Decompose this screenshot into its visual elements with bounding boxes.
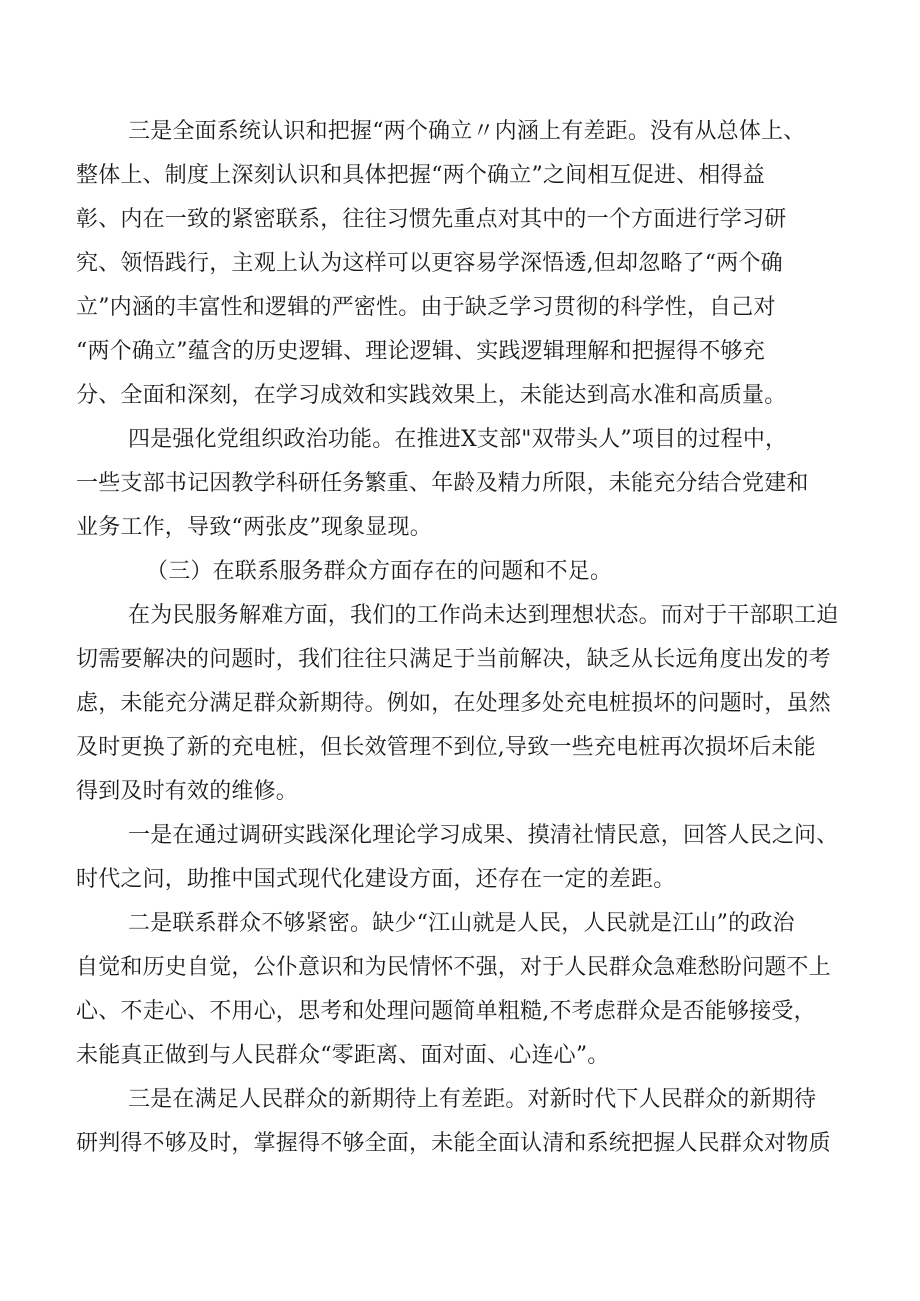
paragraph-service-difficulties: [76, 594, 860, 814]
text-line: 切需要解决的问题时，我们往往只满足于当前解决，缺乏从长远角度出发的考: [76, 647, 831, 672]
text-line: “两个确立”蕴含的历史逻辑、理论逻辑、实践逻辑理解和把握得不够充: [76, 339, 765, 364]
paragraph-new-expectations: [76, 1078, 860, 1166]
paragraph-two-establishments: [76, 110, 860, 418]
text-line: 未能真正做到与人民群众“零距离、面对面、心连心”。: [76, 1043, 610, 1068]
paragraph-research-practice: [76, 814, 860, 902]
text-line: 及时更换了新的充电桩，但长效管理不到位,导致一些充电桩再次损坏后未能: [76, 735, 816, 760]
text-line: 三是全面系统认识和把握“两个确立〃内涵上有差距。没有从总体上、: [128, 119, 806, 144]
text-line: 究、领悟践行，主观上认为这样可以更容易学深悟透,但却忽略了“两个确: [76, 251, 783, 276]
text-line: 研判得不够及时，掌握得不够全面，未能全面认清和系统把握人民群众对物质: [76, 1131, 831, 1156]
text-line: 在为民服务解难方面，我们的工作尚未达到理想状态。而对于干部职工迫: [128, 603, 839, 628]
text-line: 虑，未能充分满足群众新期待。例如，在处理多处充电桩损坏的问题时，虽然: [76, 691, 831, 716]
paragraph-contact-masses: [76, 902, 860, 1078]
text-line: 一是在通过调研实践深化理论学习成果、摸清社情民意，回答人民之问、: [128, 823, 839, 848]
section-heading-serving-masses: [76, 550, 860, 594]
text-line: 自觉和历史自觉，公仆意识和为民情怀不强，对于人民群众急难愁盼问题不上: [76, 955, 831, 980]
section-heading: （三）在联系服务群众方面存在的问题和不足。: [146, 559, 613, 584]
text-line: 一些支部书记因教学科研任务繁重、年龄及精力所限，未能充分结合党建和: [76, 471, 809, 496]
paragraph-party-organization: [76, 418, 860, 550]
text-line: 立”内涵的丰富性和逻辑的严密性。由于缺乏学习贯彻的科学性，自己对: [76, 295, 776, 320]
text-line: 整体上、制度上深刻认识和具体把握“两个确立”之间相互促进、相得益: [76, 163, 765, 188]
document-body: [76, 110, 860, 1166]
text-line: 分、全面和深刻，在学习成效和实践效果上，未能达到高水准和高质量。: [76, 383, 787, 408]
text-line: 四是强化党组织政治功能。在推进X支部"双带头人”项目的过程中，: [128, 427, 788, 452]
text-line: 业务工作，导致“两张皮”现象显现。: [76, 515, 432, 540]
text-line: 心、不走心、不用心，思考和处理问题简单粗糙,不考虑群众是否能够接受，: [76, 999, 816, 1024]
text-line: 时代之问，助推中国式现代化建设方面，还存在一定的差距。: [76, 867, 676, 892]
text-line: 彰、内在一致的紧密联系，往往习惯先重点对其中的一个方面进行学习研: [76, 207, 787, 232]
text-line: 三是在满足人民群众的新期待上有差距。对新时代下人民群众的新期待: [128, 1087, 817, 1112]
text-line: 二是联系群众不够紧密。缺少“江山就是人民，人民就是江山”的政治: [128, 911, 795, 936]
text-line: 得到及时有效的维修。: [76, 779, 299, 804]
